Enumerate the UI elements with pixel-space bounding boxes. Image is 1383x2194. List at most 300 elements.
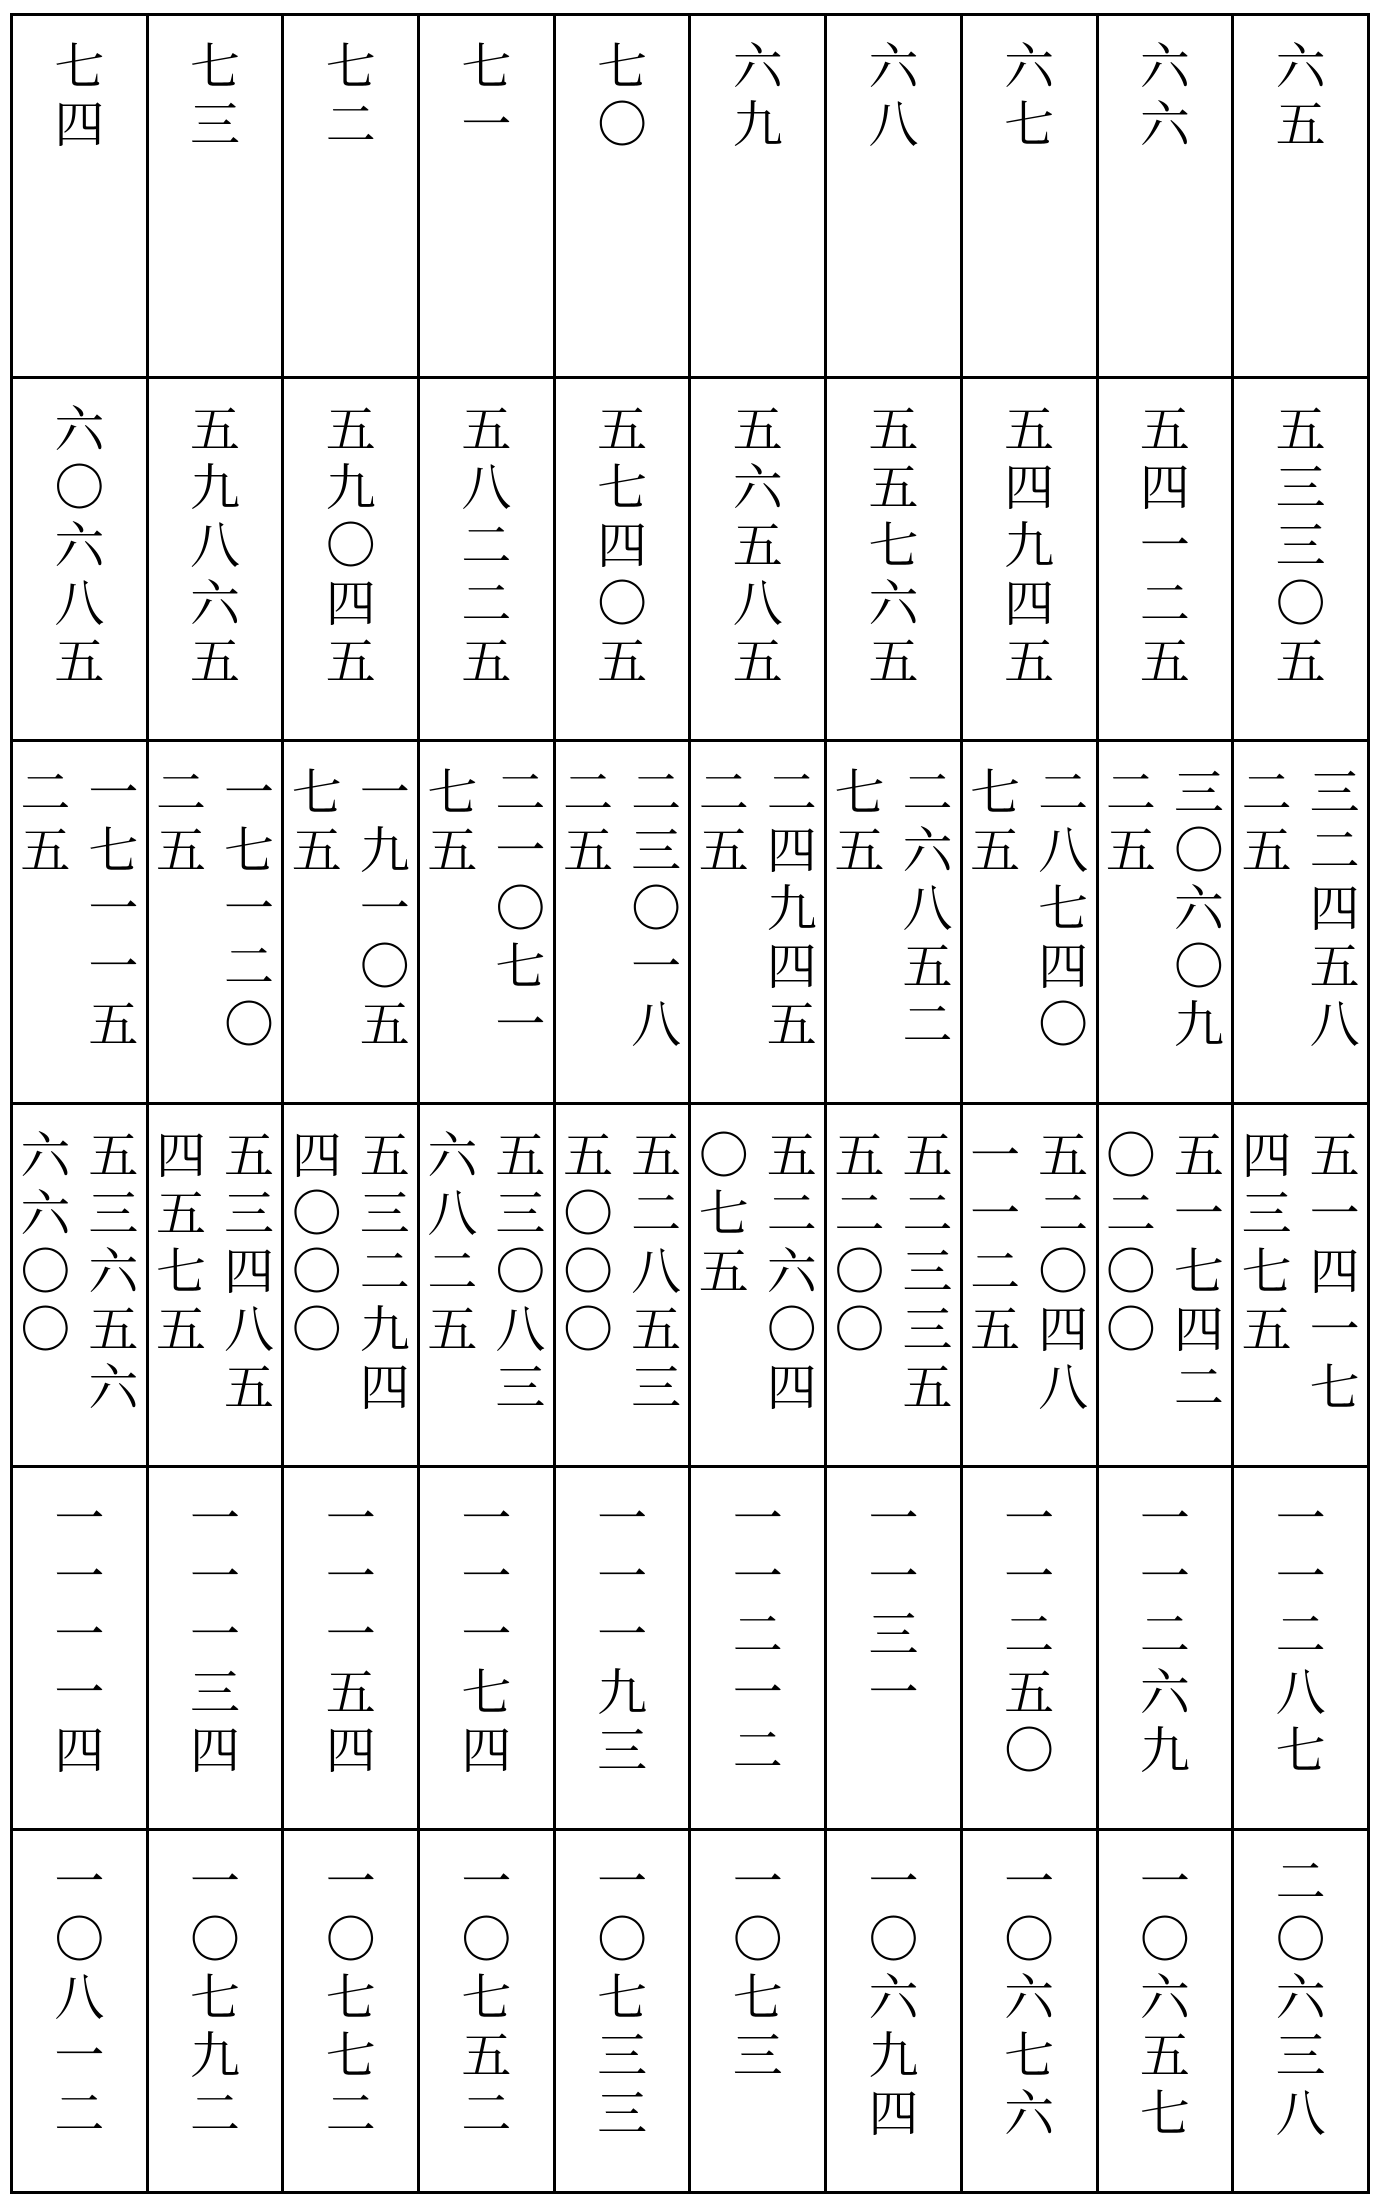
numeral-char: 〇 xyxy=(1038,1243,1089,1301)
numeral-char: 三 xyxy=(190,1664,241,1722)
numeral-char: 五 xyxy=(1004,1664,1055,1722)
numeral-char: 〇 xyxy=(698,1127,749,1185)
cell-content xyxy=(963,1105,1096,1465)
vertical-text-line xyxy=(967,1127,1023,1465)
cell-content xyxy=(13,1105,146,1465)
numeral-char: 五 xyxy=(868,633,919,691)
numeral-char: 八 xyxy=(1309,996,1360,1054)
vertical-text-line xyxy=(865,1853,921,2191)
numeral-char: 三 xyxy=(495,1185,546,1243)
table-cell xyxy=(1233,741,1369,1104)
vertical-text-line xyxy=(967,764,1023,1102)
numeral-char: 〇 xyxy=(834,1243,885,1301)
numeral-char: 五 xyxy=(461,401,512,459)
numeral-char: 三 xyxy=(359,1185,410,1243)
numeral-char: 一 xyxy=(1139,1548,1190,1606)
vertical-text-line xyxy=(187,1853,243,2191)
cell-content xyxy=(691,742,824,1102)
numeral-char: 〇 xyxy=(190,1911,241,1969)
table-cell xyxy=(826,15,962,378)
numeral-char: 一 xyxy=(732,1853,783,1911)
numeral-char: 八 xyxy=(495,1301,546,1359)
numeral-char: 九 xyxy=(359,1301,410,1359)
numeral-char: 〇 xyxy=(54,1911,105,1969)
cell-content xyxy=(420,16,553,376)
cell-content xyxy=(420,1468,553,1828)
numeral-char: 五 xyxy=(766,1127,817,1185)
numeral-char: 八 xyxy=(427,1185,478,1243)
numeral-char: 一 xyxy=(1173,1185,1224,1243)
numeral-char: 三 xyxy=(597,1722,648,1780)
cell-content xyxy=(556,742,689,1102)
cell-content xyxy=(963,1468,1096,1828)
numeral-char: 一 xyxy=(325,1606,376,1664)
numeral-char: 四 xyxy=(1241,1127,1292,1185)
numeral-char: 五 xyxy=(495,1127,546,1185)
numeral-char: 〇 xyxy=(325,517,376,575)
numeral-char: 二 xyxy=(732,1722,783,1780)
numeral-char: 二 xyxy=(834,1185,885,1243)
vertical-text-line xyxy=(153,1127,209,1465)
vertical-text-line xyxy=(458,38,514,376)
numeral-char: 一 xyxy=(495,996,546,1054)
table-row xyxy=(12,1467,1369,1830)
table-cell xyxy=(283,378,419,741)
vertical-text-line xyxy=(1103,1127,1159,1465)
numeral-char: 〇 xyxy=(1004,1722,1055,1780)
numeral-char: 四 xyxy=(868,2085,919,2143)
vertical-text-line xyxy=(1171,1127,1227,1465)
numeral-char: 一 xyxy=(970,1185,1021,1243)
numeral-char: 一 xyxy=(325,1853,376,1911)
numeral-char: 六 xyxy=(1139,96,1190,154)
numeral-char: 六 xyxy=(732,38,783,96)
numeral-char: 三 xyxy=(190,96,241,154)
vertical-text-line xyxy=(221,764,277,1102)
numeral-char: 七 xyxy=(461,38,512,96)
numeral-char: 八 xyxy=(190,517,241,575)
numeral-char: 四 xyxy=(1139,459,1190,517)
cell-content xyxy=(149,16,282,376)
table-cell xyxy=(12,1467,148,1830)
numeral-char: 二 xyxy=(1275,1606,1326,1664)
numeral-char: 二 xyxy=(1105,1185,1156,1243)
vertical-text-line xyxy=(1137,1490,1193,1828)
cell-content xyxy=(149,1468,282,1828)
vertical-text-line xyxy=(458,1853,514,2191)
numeral-char: 〇 xyxy=(563,1185,614,1243)
numeral-char: 一 xyxy=(88,764,139,822)
numeral-char: 一 xyxy=(461,96,512,154)
numeral-char: 一 xyxy=(54,1664,105,1722)
numeral-char: 九 xyxy=(190,2027,241,2085)
numeral-char: 四 xyxy=(766,1359,817,1417)
numeral-char: 三 xyxy=(902,1301,953,1359)
table-cell xyxy=(419,741,555,1104)
vertical-text-line xyxy=(289,1127,345,1465)
numeral-char: 二 xyxy=(1139,1606,1190,1664)
numeral-char: 〇 xyxy=(291,1243,342,1301)
cell-content xyxy=(13,16,146,376)
numeral-char: 七 xyxy=(291,764,342,822)
table-cell xyxy=(419,1830,555,2193)
table-cell xyxy=(283,1830,419,2193)
cell-content xyxy=(963,742,1096,1102)
cell-content xyxy=(827,1105,960,1465)
numeral-char: 二 xyxy=(461,2085,512,2143)
table-cell xyxy=(419,1104,555,1467)
cell-content xyxy=(13,379,146,739)
table-cell xyxy=(826,741,962,1104)
vertical-text-line xyxy=(1137,401,1193,739)
cell-content xyxy=(556,1831,689,2191)
numeral-char: 四 xyxy=(1309,1243,1360,1301)
numeral-char: 〇 xyxy=(1105,1127,1156,1185)
table-cell xyxy=(826,1830,962,2193)
numeral-char: 五 xyxy=(563,822,614,880)
table-cell xyxy=(419,1467,555,1830)
numeral-char: 一 xyxy=(54,1490,105,1548)
numeral-char: 〇 xyxy=(224,996,275,1054)
numeral-char: 八 xyxy=(631,996,682,1054)
numeral-char: 一 xyxy=(190,1606,241,1664)
vertical-text-line xyxy=(289,764,345,1102)
numeral-char: 一 xyxy=(1275,1548,1326,1606)
numeral-char: 八 xyxy=(54,1969,105,2027)
numeral-char: 〇 xyxy=(868,1911,919,1969)
vertical-text-line xyxy=(323,401,379,739)
numeral-char: 二 xyxy=(359,1243,410,1301)
vertical-text-line xyxy=(764,764,820,1102)
numeral-char: 五 xyxy=(88,1127,139,1185)
vertical-text-line xyxy=(730,38,786,376)
numeral-char: 七 xyxy=(597,38,648,96)
cell-content xyxy=(691,1105,824,1465)
cell-content xyxy=(284,1105,417,1465)
vertical-text-line xyxy=(865,401,921,739)
numeral-char: 二 xyxy=(224,938,275,996)
numeral-char: 二 xyxy=(1275,1853,1326,1911)
numeral-char: 二 xyxy=(970,1243,1021,1301)
numeral-char: 八 xyxy=(54,575,105,633)
numeral-char: 〇 xyxy=(834,1301,885,1359)
vertical-text-line xyxy=(323,1490,379,1828)
vertical-text-line xyxy=(696,764,752,1102)
vertical-text-line xyxy=(424,764,480,1102)
numeral-char: 五 xyxy=(1139,401,1190,459)
numeral-char: 〇 xyxy=(732,1911,783,1969)
table-cell xyxy=(554,378,690,741)
vertical-text-line xyxy=(730,401,786,739)
numeral-char: 五 xyxy=(224,1127,275,1185)
numeral-char: 七 xyxy=(1004,2027,1055,2085)
numeral-char: 二 xyxy=(1139,575,1190,633)
numeral-char: 七 xyxy=(1038,880,1089,938)
numeral-char: 九 xyxy=(766,880,817,938)
numeral-char: 七 xyxy=(325,38,376,96)
numeral-char: 五 xyxy=(88,996,139,1054)
vertical-text-line xyxy=(51,1853,107,2191)
vertical-text-line xyxy=(594,1490,650,1828)
numeral-char: 一 xyxy=(868,1664,919,1722)
vertical-text-line xyxy=(85,1127,141,1465)
table-cell xyxy=(419,15,555,378)
numeral-char: 五 xyxy=(1275,401,1326,459)
numeral-char: 〇 xyxy=(766,1301,817,1359)
vertical-text-line xyxy=(323,1853,379,2191)
table-cell xyxy=(1097,378,1233,741)
vertical-text-line xyxy=(51,38,107,376)
cell-content xyxy=(149,379,282,739)
numeral-char: 五 xyxy=(970,822,1021,880)
numeral-char: 二 xyxy=(20,764,71,822)
numeral-char: 〇 xyxy=(1105,1301,1156,1359)
numeral-char: 二 xyxy=(1173,1359,1224,1417)
table-row xyxy=(12,1104,1369,1467)
numeral-char: 一 xyxy=(1004,1853,1055,1911)
vertical-text-line xyxy=(560,1127,616,1465)
numeral-char: 二 xyxy=(766,764,817,822)
numeral-char: 八 xyxy=(1038,822,1089,880)
vertical-text-line xyxy=(628,1127,684,1465)
numeral-char: 〇 xyxy=(291,1301,342,1359)
table-cell xyxy=(1097,1467,1233,1830)
numeral-char: 〇 xyxy=(359,938,410,996)
numeral-char: 二 xyxy=(1004,1606,1055,1664)
numeral-char: 六 xyxy=(1173,880,1224,938)
numeral-char: 三 xyxy=(1275,459,1326,517)
numeral-char: 九 xyxy=(1173,996,1224,1054)
numeral-char: 二 xyxy=(156,764,207,822)
numeral-char: 〇 xyxy=(1173,938,1224,996)
vertical-text-line xyxy=(1307,764,1363,1102)
numeral-char: 五 xyxy=(1309,1127,1360,1185)
vertical-text-line xyxy=(458,401,514,739)
numeral-char: 四 xyxy=(54,96,105,154)
table-cell xyxy=(690,15,826,378)
vertical-text-line xyxy=(51,1490,107,1828)
cell-content xyxy=(556,1468,689,1828)
numeral-char: 一 xyxy=(1139,1853,1190,1911)
cell-content xyxy=(1099,1831,1232,2191)
numeral-char: 五 xyxy=(156,1301,207,1359)
table-cell xyxy=(961,1830,1097,2193)
table-cell xyxy=(147,1467,283,1830)
numeral-char: 一 xyxy=(631,938,682,996)
cell-content xyxy=(284,1468,417,1828)
vertical-text-line xyxy=(424,1127,480,1465)
cell-content xyxy=(1234,1468,1367,1828)
cell-content xyxy=(827,1468,960,1828)
table-cell xyxy=(147,1104,283,1467)
table-cell xyxy=(961,741,1097,1104)
numeral-char: 一 xyxy=(1309,1301,1360,1359)
table-cell xyxy=(283,1104,419,1467)
table-cell xyxy=(554,15,690,378)
numeral-char: 〇 xyxy=(1004,1911,1055,1969)
numeral-char: 五 xyxy=(766,996,817,1054)
table-cell xyxy=(554,1830,690,2193)
numeral-char: 五 xyxy=(427,1301,478,1359)
table-cell xyxy=(283,1467,419,1830)
vertical-text-line xyxy=(628,764,684,1102)
numeral-char: 九 xyxy=(325,459,376,517)
numeral-char: 五 xyxy=(631,1301,682,1359)
numeral-char: 四 xyxy=(325,575,376,633)
numeral-char: 一 xyxy=(1139,517,1190,575)
numeral-char: 四 xyxy=(54,1722,105,1780)
numeral-char: 五 xyxy=(1241,1301,1292,1359)
numeral-char: 五 xyxy=(834,822,885,880)
numeral-char: 五 xyxy=(1275,96,1326,154)
cell-content xyxy=(1099,742,1232,1102)
numeral-char: 九 xyxy=(597,1664,648,1722)
numeral-char: 一 xyxy=(732,1490,783,1548)
numeral-char: 六 xyxy=(1275,38,1326,96)
numeral-char: 五 xyxy=(156,1185,207,1243)
numeral-char: 一 xyxy=(224,880,275,938)
numeral-char: 五 xyxy=(732,633,783,691)
numeral-char: 三 xyxy=(88,1185,139,1243)
cell-content xyxy=(284,742,417,1102)
cell-content xyxy=(1234,742,1367,1102)
table-cell xyxy=(283,15,419,378)
cell-content xyxy=(420,742,553,1102)
numeral-char: 五 xyxy=(54,633,105,691)
numeral-char: 一 xyxy=(868,1853,919,1911)
numeral-char: 四 xyxy=(325,1722,376,1780)
vertical-text-line xyxy=(1307,1127,1363,1465)
vertical-text-line xyxy=(1103,764,1159,1102)
numeral-char: 七 xyxy=(461,1969,512,2027)
numeral-char: 七 xyxy=(224,822,275,880)
vertical-text-line xyxy=(153,764,209,1102)
table-cell xyxy=(1233,1830,1369,2193)
vertical-text-line xyxy=(357,764,413,1102)
numeral-char: 七 xyxy=(190,38,241,96)
vertical-text-line xyxy=(1001,401,1057,739)
numeral-char: 四 xyxy=(1309,880,1360,938)
numeral-char: 一 xyxy=(461,1853,512,1911)
numeral-char: 六 xyxy=(766,1243,817,1301)
numeral-char: 五 xyxy=(461,633,512,691)
numeral-char: 五 xyxy=(732,401,783,459)
numeral-char: 一 xyxy=(54,1853,105,1911)
numeral-char: 七 xyxy=(597,459,648,517)
numeral-char: 七 xyxy=(427,764,478,822)
numeral-char: 四 xyxy=(766,822,817,880)
numeral-char: 七 xyxy=(1139,2085,1190,2143)
numeral-char: 五 xyxy=(868,401,919,459)
numeral-char: 四 xyxy=(597,517,648,575)
numeral-char: 七 xyxy=(698,1185,749,1243)
numeral-char: 三 xyxy=(1241,1185,1292,1243)
table-cell xyxy=(147,741,283,1104)
vertical-text-line xyxy=(899,764,955,1102)
numeral-char: 〇 xyxy=(291,1185,342,1243)
numeral-char: 七 xyxy=(1004,96,1055,154)
numeral-char: 七 xyxy=(970,764,1021,822)
table-cell xyxy=(961,15,1097,378)
numeral-char: 〇 xyxy=(1105,1243,1156,1301)
cell-content xyxy=(420,1831,553,2191)
numeral-char: 六 xyxy=(1139,1969,1190,2027)
numeral-char: 〇 xyxy=(461,1911,512,1969)
numeral-char: 一 xyxy=(597,1548,648,1606)
vertical-text-line xyxy=(458,1490,514,1828)
numeral-char: 五 xyxy=(970,1301,1021,1359)
cell-content xyxy=(963,1831,1096,2191)
vertical-text-line xyxy=(1001,38,1057,376)
numeral-char: 〇 xyxy=(631,880,682,938)
cell-content xyxy=(420,1105,553,1465)
numeral-char: 四 xyxy=(190,1722,241,1780)
vertical-text-line xyxy=(1001,1490,1057,1828)
table-cell xyxy=(419,378,555,741)
numeral-char: 〇 xyxy=(597,96,648,154)
numeral-char: 三 xyxy=(868,1606,919,1664)
numeral-char: 二 xyxy=(902,764,953,822)
numeral-char: 四 xyxy=(1004,575,1055,633)
numeral-char: 五 xyxy=(732,517,783,575)
numeral-char: 一 xyxy=(190,1490,241,1548)
cell-content xyxy=(1099,16,1232,376)
numeral-table xyxy=(10,13,1370,2194)
numeral-char: 二 xyxy=(1309,822,1360,880)
vertical-text-line xyxy=(831,764,887,1102)
numeral-char: 〇 xyxy=(563,1301,614,1359)
vertical-text-line xyxy=(1239,764,1295,1102)
numeral-char: 五 xyxy=(224,1359,275,1417)
numeral-char: 三 xyxy=(1309,764,1360,822)
cell-content xyxy=(963,16,1096,376)
table-cell xyxy=(12,1104,148,1467)
table-row xyxy=(12,15,1369,378)
table-cell xyxy=(690,741,826,1104)
cell-content xyxy=(149,1831,282,2191)
numeral-char: 五 xyxy=(359,996,410,1054)
numeral-char: 九 xyxy=(1139,1722,1190,1780)
vertical-text-line xyxy=(1035,1127,1091,1465)
numeral-char: 三 xyxy=(495,1359,546,1417)
numeral-char: 五 xyxy=(631,1127,682,1185)
numeral-char: 一 xyxy=(1004,1548,1055,1606)
numeral-char: 六 xyxy=(868,575,919,633)
numeral-char: 三 xyxy=(1173,764,1224,822)
numeral-char: 五 xyxy=(325,1664,376,1722)
cell-content xyxy=(1234,1831,1367,2191)
numeral-char: 二 xyxy=(54,2085,105,2143)
table-cell xyxy=(1097,15,1233,378)
vertical-text-line xyxy=(865,38,921,376)
table-cell xyxy=(12,1830,148,2193)
numeral-char: 六 xyxy=(427,1127,478,1185)
table-row xyxy=(12,741,1369,1104)
numeral-char: 四 xyxy=(224,1243,275,1301)
cell-content xyxy=(149,1105,282,1465)
numeral-char: 六 xyxy=(1004,1969,1055,2027)
numeral-char: 四 xyxy=(766,938,817,996)
numeral-char: 五 xyxy=(1004,401,1055,459)
vertical-text-line xyxy=(730,1853,786,2191)
numeral-char: 五 xyxy=(291,822,342,880)
numeral-char: 五 xyxy=(698,1243,749,1301)
numeral-char: 六 xyxy=(1139,1664,1190,1722)
numeral-char: 六 xyxy=(190,575,241,633)
numeral-char: 一 xyxy=(359,764,410,822)
table-cell xyxy=(1233,1467,1369,1830)
numeral-char: 二 xyxy=(631,1185,682,1243)
